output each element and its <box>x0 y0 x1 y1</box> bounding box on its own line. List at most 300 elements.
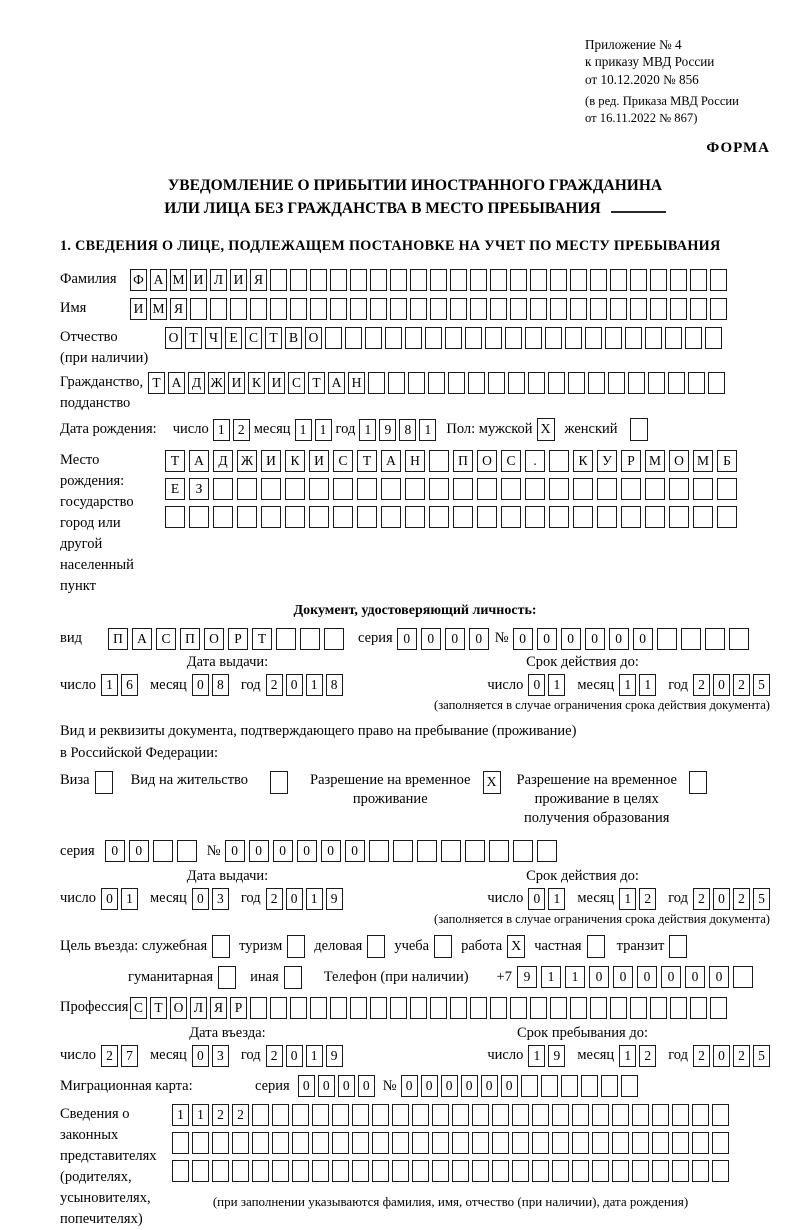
cell[interactable]: 0 <box>192 674 209 696</box>
cell[interactable] <box>332 1160 349 1182</box>
cell[interactable] <box>270 269 287 291</box>
cell[interactable]: 0 <box>637 966 657 988</box>
cell[interactable] <box>292 1104 309 1126</box>
cell[interactable] <box>292 1132 309 1154</box>
cell[interactable]: К <box>285 450 305 472</box>
cell[interactable]: 5 <box>753 888 770 910</box>
cell[interactable] <box>490 269 507 291</box>
cell[interactable] <box>410 269 427 291</box>
cell[interactable] <box>330 269 347 291</box>
cell[interactable] <box>512 1132 529 1154</box>
cell[interactable] <box>165 506 185 528</box>
cell[interactable] <box>453 478 473 500</box>
cell[interactable] <box>309 506 329 528</box>
cell[interactable] <box>612 1104 629 1126</box>
cell[interactable] <box>372 1104 389 1126</box>
cell[interactable]: И <box>228 372 245 394</box>
cell[interactable] <box>512 1104 529 1126</box>
cell[interactable] <box>412 1104 429 1126</box>
cell[interactable] <box>285 506 305 528</box>
cell[interactable] <box>665 327 682 349</box>
cell[interactable] <box>552 1132 569 1154</box>
cell[interactable] <box>432 1160 449 1182</box>
cell[interactable] <box>705 628 725 650</box>
cell[interactable]: 2 <box>733 674 750 696</box>
cell[interactable] <box>300 628 320 650</box>
cell[interactable] <box>513 840 533 862</box>
cell[interactable]: И <box>230 269 247 291</box>
cell[interactable] <box>549 506 569 528</box>
cell[interactable] <box>650 269 667 291</box>
cell[interactable]: 0 <box>441 1075 458 1097</box>
cell[interactable] <box>392 1104 409 1126</box>
cell[interactable] <box>690 269 707 291</box>
cell[interactable] <box>325 327 342 349</box>
cell[interactable] <box>688 372 705 394</box>
cell[interactable] <box>272 1160 289 1182</box>
cell[interactable]: И <box>261 450 281 472</box>
cell[interactable] <box>468 372 485 394</box>
cell[interactable] <box>212 1160 229 1182</box>
cell[interactable] <box>621 1075 638 1097</box>
cell[interactable]: 2 <box>266 888 283 910</box>
cell[interactable] <box>210 298 227 320</box>
cell[interactable] <box>717 478 737 500</box>
cell[interactable] <box>525 478 545 500</box>
cell[interactable] <box>250 997 267 1019</box>
cell[interactable]: 0 <box>421 1075 438 1097</box>
cell[interactable] <box>710 269 727 291</box>
cell[interactable]: 1 <box>548 888 565 910</box>
cell[interactable]: В <box>285 327 302 349</box>
cell[interactable] <box>690 997 707 1019</box>
cell[interactable]: Т <box>252 628 272 650</box>
cell[interactable] <box>549 450 569 472</box>
cell[interactable] <box>429 478 449 500</box>
cell[interactable] <box>705 327 722 349</box>
cell[interactable]: Т <box>357 450 377 472</box>
cell[interactable] <box>270 298 287 320</box>
cell[interactable]: 1 <box>548 674 565 696</box>
cell[interactable]: 0 <box>298 1075 315 1097</box>
cell[interactable] <box>548 372 565 394</box>
cell[interactable] <box>368 372 385 394</box>
cell[interactable] <box>708 372 725 394</box>
cell[interactable] <box>95 771 113 794</box>
cell[interactable] <box>587 935 605 958</box>
cell[interactable] <box>450 997 467 1019</box>
cell[interactable] <box>452 1104 469 1126</box>
cell[interactable]: О <box>305 327 322 349</box>
cell[interactable] <box>352 1132 369 1154</box>
cell[interactable] <box>441 840 461 862</box>
cell[interactable] <box>648 372 665 394</box>
cell[interactable] <box>545 327 562 349</box>
cell[interactable]: 1 <box>121 888 138 910</box>
cell[interactable] <box>550 298 567 320</box>
cell[interactable] <box>650 997 667 1019</box>
cell[interactable] <box>692 1104 709 1126</box>
cell[interactable]: 0 <box>345 840 365 862</box>
cell[interactable] <box>597 478 617 500</box>
cell[interactable] <box>670 997 687 1019</box>
cell[interactable] <box>712 1160 729 1182</box>
cell[interactable] <box>672 1104 689 1126</box>
cell[interactable]: Я <box>250 269 267 291</box>
cell[interactable] <box>652 1132 669 1154</box>
cell[interactable] <box>532 1132 549 1154</box>
cell[interactable] <box>681 628 701 650</box>
cell[interactable]: 5 <box>753 674 770 696</box>
cell[interactable]: 0 <box>609 628 629 650</box>
cell[interactable] <box>430 269 447 291</box>
cell[interactable] <box>412 1160 429 1182</box>
cell[interactable]: А <box>132 628 152 650</box>
cell[interactable] <box>417 840 437 862</box>
cell[interactable]: 1 <box>359 419 376 441</box>
cell[interactable] <box>510 997 527 1019</box>
cell[interactable]: 1 <box>619 1045 636 1067</box>
cell[interactable]: И <box>309 450 329 472</box>
cell[interactable]: 0 <box>397 628 417 650</box>
cell[interactable]: 0 <box>192 1045 209 1067</box>
cell[interactable]: 0 <box>528 674 545 696</box>
cell[interactable] <box>290 269 307 291</box>
cell[interactable]: 0 <box>401 1075 418 1097</box>
cell[interactable]: И <box>268 372 285 394</box>
cell[interactable] <box>512 1160 529 1182</box>
cell[interactable] <box>621 478 641 500</box>
cell[interactable]: М <box>645 450 665 472</box>
cell[interactable]: 1 <box>306 1045 323 1067</box>
cell[interactable] <box>645 327 662 349</box>
cell[interactable] <box>550 997 567 1019</box>
cell[interactable]: 2 <box>212 1104 229 1126</box>
cell[interactable]: 5 <box>753 1045 770 1067</box>
cell[interactable] <box>572 1160 589 1182</box>
cell[interactable] <box>237 506 257 528</box>
cell[interactable]: 1 <box>306 888 323 910</box>
cell[interactable] <box>153 840 173 862</box>
cell[interactable] <box>212 935 230 958</box>
cell[interactable]: 0 <box>225 840 245 862</box>
cell[interactable]: 3 <box>212 888 229 910</box>
cell[interactable] <box>405 478 425 500</box>
cell[interactable] <box>465 327 482 349</box>
cell[interactable]: Т <box>165 450 185 472</box>
cell[interactable]: 0 <box>661 966 681 988</box>
cell[interactable]: 0 <box>713 674 730 696</box>
cell[interactable] <box>272 1104 289 1126</box>
cell[interactable]: К <box>248 372 265 394</box>
cell[interactable] <box>693 478 713 500</box>
cell[interactable] <box>428 372 445 394</box>
cell[interactable]: 9 <box>379 419 396 441</box>
cell[interactable] <box>430 997 447 1019</box>
cell[interactable] <box>537 840 557 862</box>
cell[interactable] <box>408 372 425 394</box>
cell[interactable] <box>501 478 521 500</box>
cell[interactable] <box>445 327 462 349</box>
cell[interactable] <box>597 506 617 528</box>
cell[interactable]: 8 <box>212 674 229 696</box>
cell[interactable] <box>568 372 585 394</box>
cell[interactable] <box>570 269 587 291</box>
cell[interactable] <box>505 327 522 349</box>
cell[interactable] <box>492 1104 509 1126</box>
cell[interactable] <box>465 840 485 862</box>
cell[interactable]: Р <box>621 450 641 472</box>
cell[interactable] <box>330 298 347 320</box>
cell[interactable] <box>350 997 367 1019</box>
cell[interactable] <box>492 1160 509 1182</box>
cell[interactable] <box>532 1160 549 1182</box>
cell[interactable] <box>510 269 527 291</box>
cell[interactable]: Ч <box>205 327 222 349</box>
cell[interactable] <box>601 1075 618 1097</box>
cell[interactable]: 2 <box>639 1045 656 1067</box>
cell[interactable] <box>652 1160 669 1182</box>
cell[interactable] <box>390 269 407 291</box>
cell[interactable] <box>190 298 207 320</box>
cell[interactable] <box>585 327 602 349</box>
cell[interactable] <box>508 372 525 394</box>
cell[interactable] <box>590 269 607 291</box>
cell[interactable] <box>212 1132 229 1154</box>
cell[interactable]: 2 <box>733 888 750 910</box>
cell[interactable] <box>670 298 687 320</box>
cell[interactable] <box>669 506 689 528</box>
cell[interactable]: А <box>381 450 401 472</box>
cell[interactable] <box>712 1104 729 1126</box>
cell[interactable] <box>352 1160 369 1182</box>
cell[interactable] <box>592 1160 609 1182</box>
cell[interactable] <box>630 269 647 291</box>
cell[interactable]: 2 <box>693 888 710 910</box>
cell[interactable] <box>232 1160 249 1182</box>
cell[interactable] <box>450 269 467 291</box>
cell[interactable]: Л <box>190 997 207 1019</box>
cell[interactable] <box>530 269 547 291</box>
cell[interactable] <box>717 506 737 528</box>
cell[interactable]: П <box>180 628 200 650</box>
cell[interactable] <box>672 1132 689 1154</box>
cell[interactable] <box>608 372 625 394</box>
cell[interactable] <box>692 1160 709 1182</box>
cell[interactable] <box>550 269 567 291</box>
cell[interactable] <box>492 1132 509 1154</box>
cell[interactable]: Т <box>150 997 167 1019</box>
cell[interactable]: 0 <box>421 628 441 650</box>
cell[interactable]: С <box>288 372 305 394</box>
cell[interactable]: 0 <box>481 1075 498 1097</box>
cell[interactable] <box>525 327 542 349</box>
cell[interactable] <box>477 506 497 528</box>
cell[interactable]: 0 <box>358 1075 375 1097</box>
cell[interactable] <box>590 997 607 1019</box>
cell[interactable] <box>453 506 473 528</box>
cell[interactable] <box>213 478 233 500</box>
cell[interactable]: 0 <box>445 628 465 650</box>
cell[interactable] <box>312 1104 329 1126</box>
cell[interactable] <box>372 1160 389 1182</box>
cell[interactable] <box>693 506 713 528</box>
cell[interactable]: 0 <box>105 840 125 862</box>
cell[interactable]: Я <box>210 997 227 1019</box>
cell[interactable]: 0 <box>273 840 293 862</box>
cell[interactable] <box>541 1075 558 1097</box>
cell[interactable] <box>252 1104 269 1126</box>
cell[interactable] <box>592 1104 609 1126</box>
cell[interactable] <box>369 840 389 862</box>
cell[interactable] <box>309 478 329 500</box>
cell[interactable] <box>270 997 287 1019</box>
cell[interactable]: 0 <box>589 966 609 988</box>
cell[interactable]: Д <box>188 372 205 394</box>
cell[interactable]: М <box>150 298 167 320</box>
cell[interactable] <box>370 269 387 291</box>
cell[interactable] <box>284 966 302 989</box>
cell[interactable] <box>287 935 305 958</box>
cell[interactable] <box>488 372 505 394</box>
cell[interactable]: 1 <box>192 1104 209 1126</box>
cell[interactable]: 0 <box>513 628 533 650</box>
cell[interactable]: А <box>189 450 209 472</box>
cell[interactable]: 1 <box>565 966 585 988</box>
cell[interactable] <box>733 966 753 988</box>
cell[interactable] <box>610 997 627 1019</box>
cell[interactable]: X <box>507 935 525 958</box>
cell[interactable] <box>252 1132 269 1154</box>
cell[interactable] <box>570 997 587 1019</box>
cell[interactable] <box>333 506 353 528</box>
cell[interactable] <box>692 1132 709 1154</box>
cell[interactable]: Е <box>165 478 185 500</box>
cell[interactable]: О <box>170 997 187 1019</box>
cell[interactable]: Е <box>225 327 242 349</box>
cell[interactable] <box>470 298 487 320</box>
cell[interactable] <box>345 327 362 349</box>
cell[interactable] <box>530 997 547 1019</box>
cell[interactable]: 9 <box>548 1045 565 1067</box>
cell[interactable] <box>310 997 327 1019</box>
cell[interactable] <box>485 327 502 349</box>
cell[interactable] <box>668 372 685 394</box>
cell[interactable] <box>230 298 247 320</box>
cell[interactable]: 2 <box>693 674 710 696</box>
cell[interactable]: П <box>108 628 128 650</box>
cell[interactable] <box>252 1160 269 1182</box>
cell[interactable]: 0 <box>192 888 209 910</box>
cell[interactable] <box>332 1132 349 1154</box>
cell[interactable]: 6 <box>121 674 138 696</box>
cell[interactable]: 0 <box>286 888 303 910</box>
cell[interactable] <box>710 298 727 320</box>
cell[interactable] <box>625 327 642 349</box>
cell[interactable]: 0 <box>713 888 730 910</box>
cell[interactable]: 1 <box>295 419 312 441</box>
cell[interactable] <box>392 1160 409 1182</box>
cell[interactable] <box>172 1160 189 1182</box>
cell[interactable]: Ж <box>237 450 257 472</box>
cell[interactable] <box>477 478 497 500</box>
cell[interactable]: У <box>597 450 617 472</box>
cell[interactable] <box>712 1132 729 1154</box>
cell[interactable]: А <box>328 372 345 394</box>
cell[interactable] <box>429 450 449 472</box>
cell[interactable] <box>388 372 405 394</box>
cell[interactable] <box>572 1132 589 1154</box>
cell[interactable] <box>350 269 367 291</box>
cell[interactable] <box>669 935 687 958</box>
cell[interactable] <box>621 506 641 528</box>
cell[interactable]: О <box>477 450 497 472</box>
cell[interactable] <box>425 327 442 349</box>
cell[interactable]: О <box>669 450 689 472</box>
cell[interactable]: 0 <box>338 1075 355 1097</box>
cell[interactable] <box>410 997 427 1019</box>
cell[interactable]: 0 <box>129 840 149 862</box>
cell[interactable]: М <box>170 269 187 291</box>
cell[interactable] <box>332 1104 349 1126</box>
cell[interactable] <box>370 298 387 320</box>
cell[interactable] <box>561 1075 578 1097</box>
cell[interactable]: 0 <box>709 966 729 988</box>
cell[interactable] <box>261 478 281 500</box>
cell[interactable] <box>525 506 545 528</box>
cell[interactable]: 0 <box>286 1045 303 1067</box>
cell[interactable] <box>333 478 353 500</box>
cell[interactable] <box>472 1160 489 1182</box>
cell[interactable]: 8 <box>399 419 416 441</box>
cell[interactable]: И <box>190 269 207 291</box>
cell[interactable] <box>552 1104 569 1126</box>
cell[interactable] <box>213 506 233 528</box>
cell[interactable]: 0 <box>685 966 705 988</box>
cell[interactable]: 2 <box>693 1045 710 1067</box>
cell[interactable] <box>312 1160 329 1182</box>
cell[interactable] <box>390 298 407 320</box>
cell[interactable] <box>290 997 307 1019</box>
cell[interactable] <box>610 269 627 291</box>
cell[interactable]: 0 <box>297 840 317 862</box>
cell[interactable] <box>592 1132 609 1154</box>
cell[interactable]: Б <box>717 450 737 472</box>
cell[interactable] <box>645 478 665 500</box>
cell[interactable] <box>470 269 487 291</box>
cell[interactable] <box>434 935 452 958</box>
cell[interactable]: 0 <box>585 628 605 650</box>
cell[interactable]: 1 <box>619 888 636 910</box>
cell[interactable] <box>672 1160 689 1182</box>
cell[interactable]: 2 <box>232 1104 249 1126</box>
cell[interactable]: 7 <box>121 1045 138 1067</box>
cell[interactable]: О <box>165 327 182 349</box>
cell[interactable] <box>270 771 288 794</box>
cell[interactable]: 0 <box>286 674 303 696</box>
cell[interactable] <box>312 1132 329 1154</box>
cell[interactable] <box>272 1132 289 1154</box>
cell[interactable] <box>392 1132 409 1154</box>
cell[interactable]: 1 <box>619 674 636 696</box>
cell[interactable] <box>670 269 687 291</box>
cell[interactable] <box>552 1160 569 1182</box>
cell[interactable] <box>290 298 307 320</box>
cell[interactable] <box>632 1160 649 1182</box>
cell[interactable]: X <box>537 418 555 441</box>
cell[interactable]: А <box>150 269 167 291</box>
cell[interactable]: О <box>204 628 224 650</box>
